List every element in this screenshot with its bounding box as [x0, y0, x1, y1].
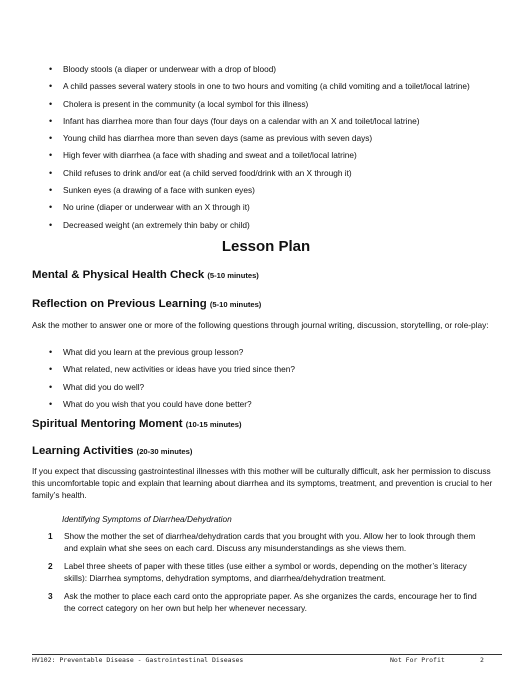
- section-title: Reflection on Previous Learning: [32, 298, 207, 310]
- list-item: • Sunken eyes (a drawing of a face with sunken eyes): [48, 185, 508, 196]
- step-text: Show the mother the set of diarrhea/dehydration cards that you brought with you. Allow her to look through them and explain what she sees on each card. Discuss any misunderstandings as she views them.: [64, 531, 476, 553]
- list-item: • High fever with diarrhea (a face with shading and sweat and a toilet/local latrine): [48, 150, 508, 161]
- list-item: • What did you do well?: [48, 382, 508, 393]
- section-duration: (5-10 minutes): [207, 271, 259, 280]
- footer-course: HV102: Preventable Disease - Gastrointestinal Diseases: [32, 656, 244, 664]
- list-item: • A child passes several watery stools in one to two hours and vomiting (a child vomiting and a toilet/local latrine): [48, 81, 508, 92]
- learning-heading: [32, 445, 192, 457]
- reflection-heading: [32, 298, 261, 310]
- section-duration: (5-10 minutes): [209, 300, 262, 309]
- footer-notice: Not For Profit: [390, 656, 445, 664]
- step-number: 3: [48, 591, 53, 601]
- section-title: Mental & Physical Health Check: [32, 269, 205, 281]
- step-text: Label three sheets of paper with these titles (use either a symbol or words, depending on the mother’s literacy skills): Diarrhea symptoms, dehydration symptoms, and diarrhea/dehydration treatment.: [64, 561, 467, 583]
- section-title: Learning Activities: [32, 445, 134, 457]
- list-item: • Infant has diarrhea more than four days (four days on a calendar with an X and toilet/local latrine): [48, 116, 508, 127]
- step-number: 2: [48, 561, 53, 571]
- step-text: Ask the mother to place each card onto the appropriate paper. As she organizes the cards, encourage her to find the correct category on her own but help her whenever necessary.: [64, 591, 477, 613]
- list-item: • What do you wish that you could have done better?: [48, 399, 508, 410]
- list-item: • What related, new activities or ideas have you tried since then?: [48, 364, 508, 375]
- step-number: 1: [48, 531, 53, 541]
- list-item: • Child refuses to drink and/or eat (a child served food/drink with an X through it): [48, 168, 508, 179]
- lesson-plan-title: Lesson Plan: [221, 238, 311, 255]
- spiritual-heading: [32, 418, 242, 430]
- reflection-questions: [48, 347, 508, 416]
- learning-intro: If you expect that discussing gastrointestinal illnesses with this mother will be culturally difficult, ask her permission to discuss this uncomfortable topic and explain that learning about diarrhea and its symptoms, treatment, and prevention is crucial to her family’s health.: [32, 466, 493, 500]
- section-title: Spiritual Mentoring Moment: [32, 418, 183, 430]
- list-item: • Bloody stools (a diaper or underwear with a drop of blood): [48, 64, 508, 75]
- step-item: [48, 530, 488, 554]
- step-item: [48, 560, 488, 584]
- activity-steps: [48, 530, 488, 620]
- list-item: • Cholera is present in the community (a local symbol for this illness): [48, 99, 508, 110]
- health-check-heading: [32, 269, 259, 281]
- list-item: • No urine (diaper or underwear with an X through it): [48, 202, 508, 213]
- section-duration: (20-30 minutes): [136, 447, 193, 456]
- section-duration: (10-15 minutes): [185, 420, 242, 429]
- footer-page-number: 2: [480, 656, 484, 664]
- reflection-intro: Ask the mother to answer one or more of the following questions through journal writing, discussion, storytelling, or role-play:: [32, 320, 489, 330]
- activity-subheading: Identifying Symptoms of Diarrhea/Dehydration: [62, 514, 232, 524]
- list-item: • Young child has diarrhea more than seven days (same as previous with seven days): [48, 133, 508, 144]
- symptom-list: [48, 64, 508, 237]
- list-item: • Decreased weight (an extremely thin baby or child): [48, 220, 508, 231]
- step-item: [48, 590, 488, 614]
- list-item: • What did you learn at the previous group lesson?: [48, 347, 508, 358]
- footer-divider: [32, 654, 502, 655]
